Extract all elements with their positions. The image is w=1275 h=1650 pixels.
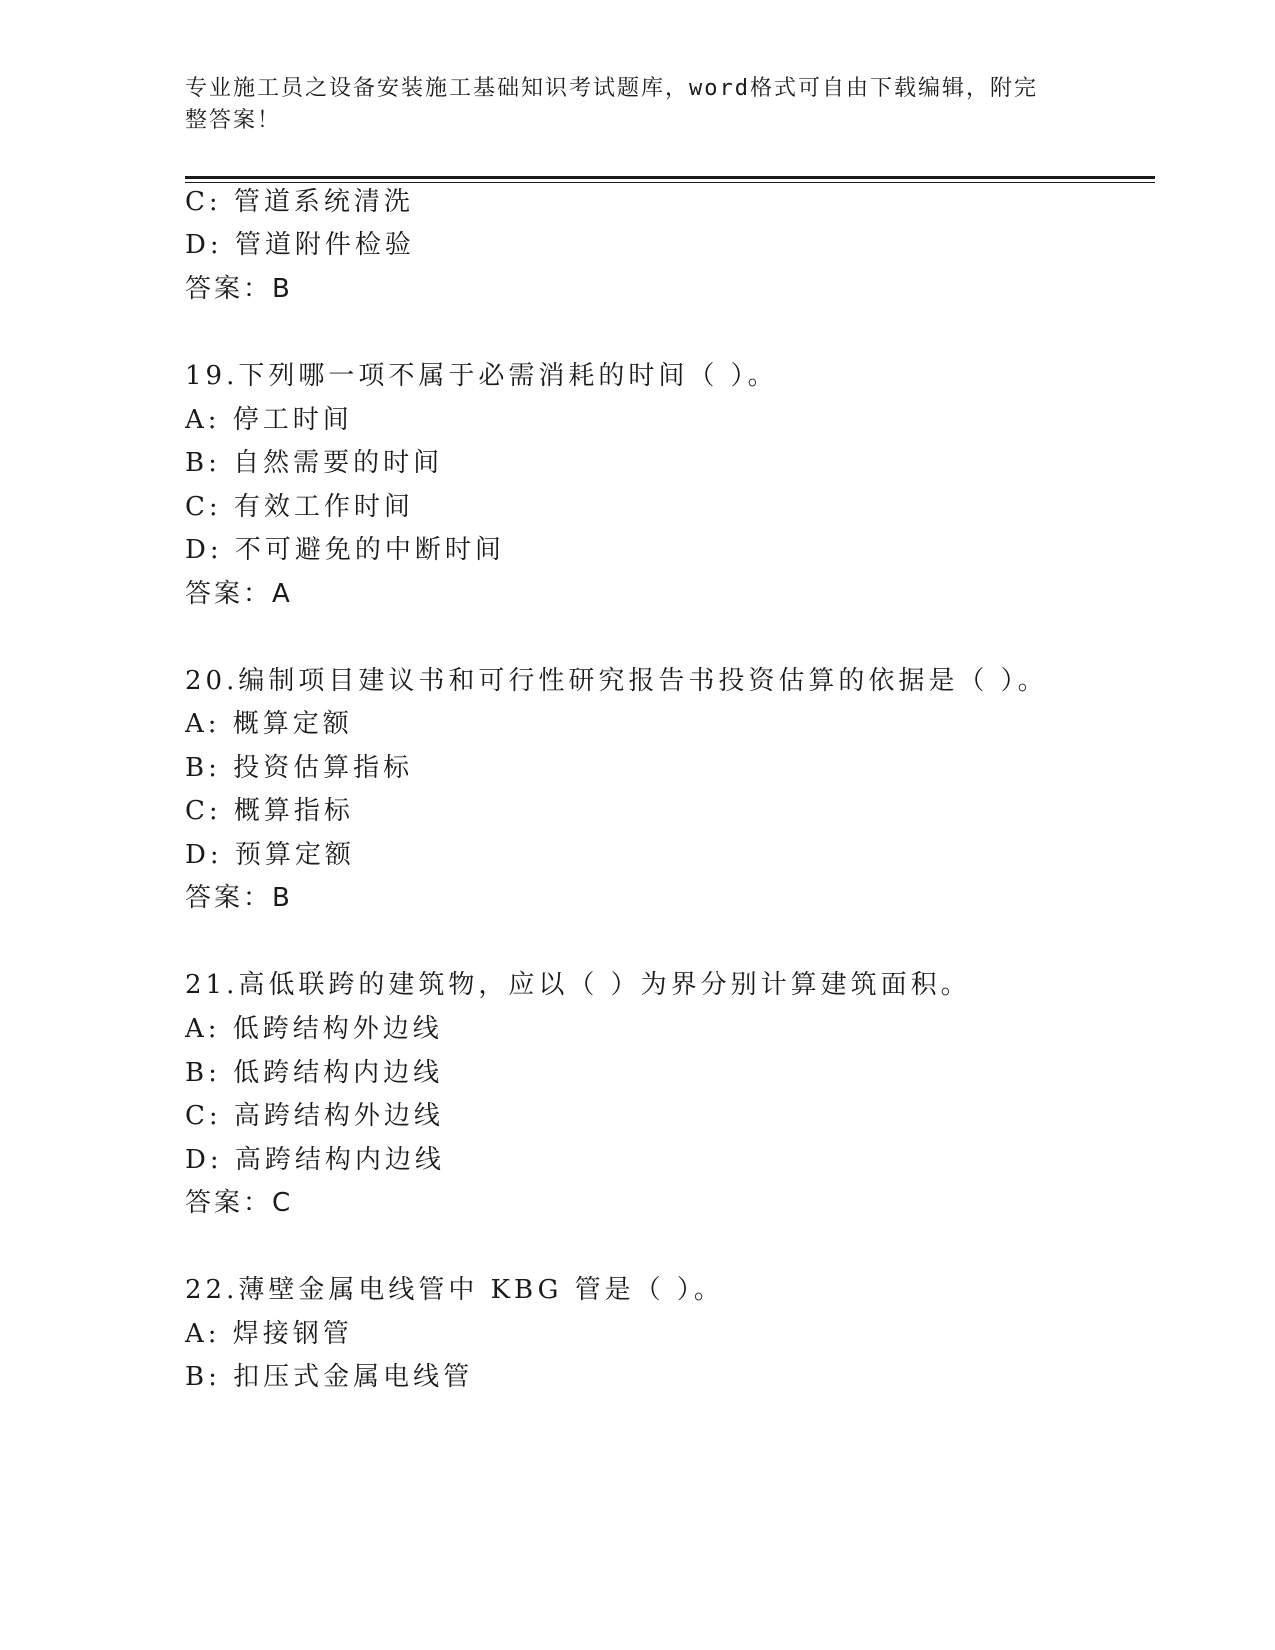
document-header [185, 73, 1065, 137]
q20-answer: 答案：B [185, 883, 293, 913]
q22-question: 22.薄壁金属电线管中 KBG 管是（ ）。 [185, 1275, 724, 1305]
q21-answer: 答案：C [185, 1188, 294, 1218]
header-title-line-2: 整答案！ [185, 108, 282, 133]
header-title-line-1: 专业施工员之设备安装施工基础知识考试题库，word格式可自由下载编辑，附完 [185, 76, 1038, 101]
q20-question: 20.编制项目建议书和可行性研究报告书投资估算的依据是（ ）。 [185, 666, 1048, 696]
q20-option-a: A: 概算定额 [185, 709, 353, 739]
q21-option-a: A: 低跨结构外边线 [185, 1014, 443, 1044]
q22-option-a: A: 焊接钢管 [185, 1319, 353, 1349]
q22-option-b: B: 扣压式金属电线管 [185, 1362, 474, 1392]
q18-option-d: D: 管道附件检验 [185, 230, 415, 260]
q21-question: 21.高低联跨的建筑物，应以（ ）为界分别计算建筑面积。 [185, 970, 971, 1000]
q19-question: 19.下列哪一项不属于必需消耗的时间（ ）。 [185, 361, 778, 391]
header-divider-thin [185, 182, 1155, 183]
q21-option-c: C: 高跨结构外边线 [185, 1101, 444, 1131]
header-divider-thick [185, 176, 1155, 179]
q20-option-b: B: 投资估算指标 [185, 753, 414, 783]
q19-option-c: C: 有效工作时间 [185, 492, 414, 522]
q19-option-d: D: 不可避免的中断时间 [185, 535, 505, 565]
q18-option-c: C: 管道系统清洗 [185, 187, 414, 217]
q20-option-c: C: 概算指标 [185, 796, 354, 826]
q20-option-d: D: 预算定额 [185, 840, 355, 870]
q21-option-b: B: 低跨结构内边线 [185, 1058, 444, 1088]
q19-answer: 答案：A [185, 579, 293, 609]
q19-option-a: A: 停工时间 [185, 405, 353, 435]
q18-answer: 答案：B [185, 274, 293, 304]
q19-option-b: B: 自然需要的时间 [185, 448, 444, 478]
q21-option-d: D: 高跨结构内边线 [185, 1145, 445, 1175]
